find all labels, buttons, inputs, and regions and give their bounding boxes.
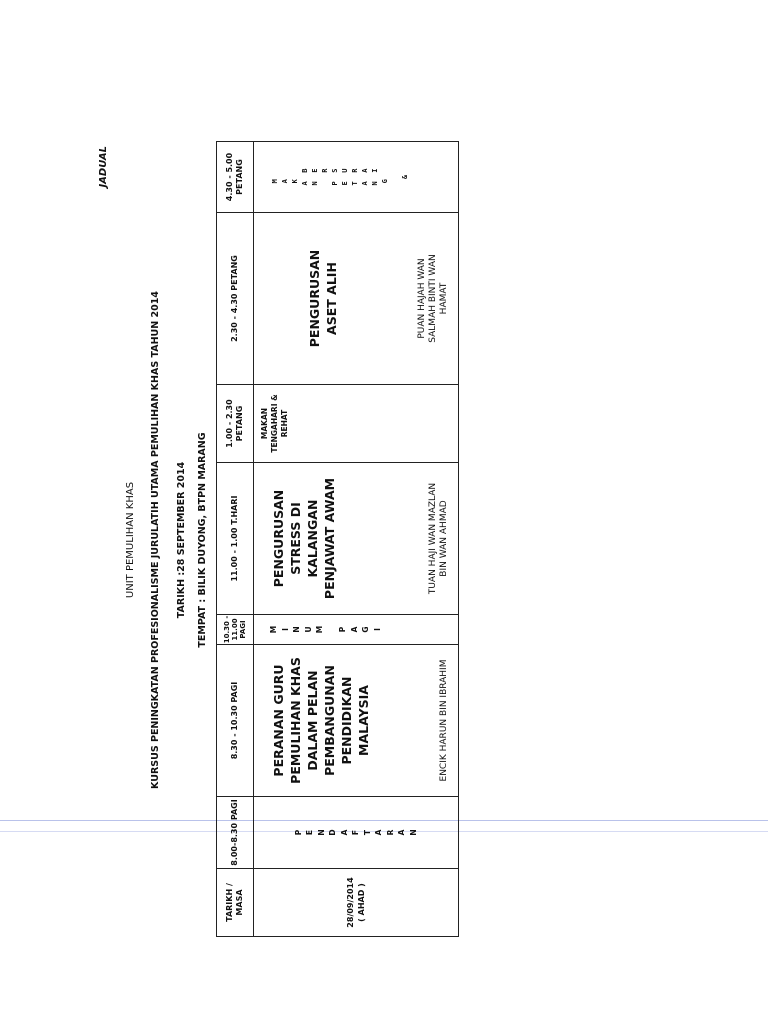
course-title: KURSUS PENINGKATAN PROFESIONALISME JURULATIH UTAMA PEMULIHAN KHAS TAHUN 2014 bbox=[150, 291, 161, 789]
schedule-row bbox=[254, 142, 459, 937]
header-date-time: TARIKH / MASA bbox=[217, 869, 254, 937]
header-slot-4: 11.00 - 1.00 T.HARI bbox=[217, 463, 254, 615]
header-row bbox=[217, 142, 254, 937]
unit-title: UNIT PEMULIHAN KHAS bbox=[125, 481, 136, 599]
date-line: TARIKH :28 SEPTEMBER 2014 bbox=[176, 461, 187, 619]
registration-text: P E N D A F T A R A N bbox=[293, 829, 418, 836]
break-text: M I N U M P A G I bbox=[269, 625, 382, 634]
registration-cell bbox=[254, 797, 459, 869]
header-slot-1: 8.00-8.30 PAGI bbox=[217, 797, 254, 869]
venue-line: TEMPAT : BILIK DUYONG, BTPN MARANG bbox=[197, 432, 208, 648]
lunch-cell bbox=[254, 385, 459, 463]
tea-break-text: M A K A B N E R P S E U T R A A N I G & bbox=[271, 168, 409, 186]
header-slot-7: 4.30 - 5.00 PETANG bbox=[217, 142, 254, 213]
header-slot-2: 8.30 - 10.30 PAGI bbox=[217, 645, 254, 797]
header-slot-3: 10.30 - 11.00 PAGI bbox=[217, 615, 254, 645]
session-3-speaker: PUAN HAJAH WAN SALMAH BINTI WAN HAMAT bbox=[417, 254, 449, 343]
date-cell bbox=[254, 869, 459, 937]
jadual-label: JADUAL bbox=[98, 146, 109, 188]
session-3-cell bbox=[254, 213, 459, 385]
session-2-cell bbox=[254, 463, 459, 615]
session-3-topic: PENGURUSAN ASET ALIH bbox=[307, 249, 339, 348]
session-1-speaker: ENCIK HARUN BIN IBRAHIM bbox=[439, 659, 449, 782]
break-cell bbox=[254, 615, 459, 645]
session-1-cell bbox=[254, 645, 459, 797]
date-text: 28/09/2014 ( AHAD ) bbox=[346, 877, 366, 928]
session-2-topic: PENGURUSAN STRESS DI KALANGAN PENJAWAT AWAM bbox=[271, 477, 337, 600]
tea-break-cell bbox=[254, 142, 459, 213]
schedule-table bbox=[216, 141, 459, 937]
session-1-topic: PERANAN GURU PEMULIHAN KHAS DALAM PELAN PEMBANGUNAN PENDIDIKAN MALAYSIA bbox=[271, 657, 371, 784]
header-slot-6: 2.30 - 4.30 PETANG bbox=[217, 213, 254, 385]
rotated-document-page bbox=[90, 130, 474, 950]
header-slot-5: 1.00 - 2.30 PETANG bbox=[217, 385, 254, 463]
lunch-text: MAKAN TENGAHARI & REHAT bbox=[260, 394, 289, 453]
session-2-speaker: TUAN HAJI WAN MAZLAN BIN WAN AHMAD bbox=[428, 482, 449, 595]
